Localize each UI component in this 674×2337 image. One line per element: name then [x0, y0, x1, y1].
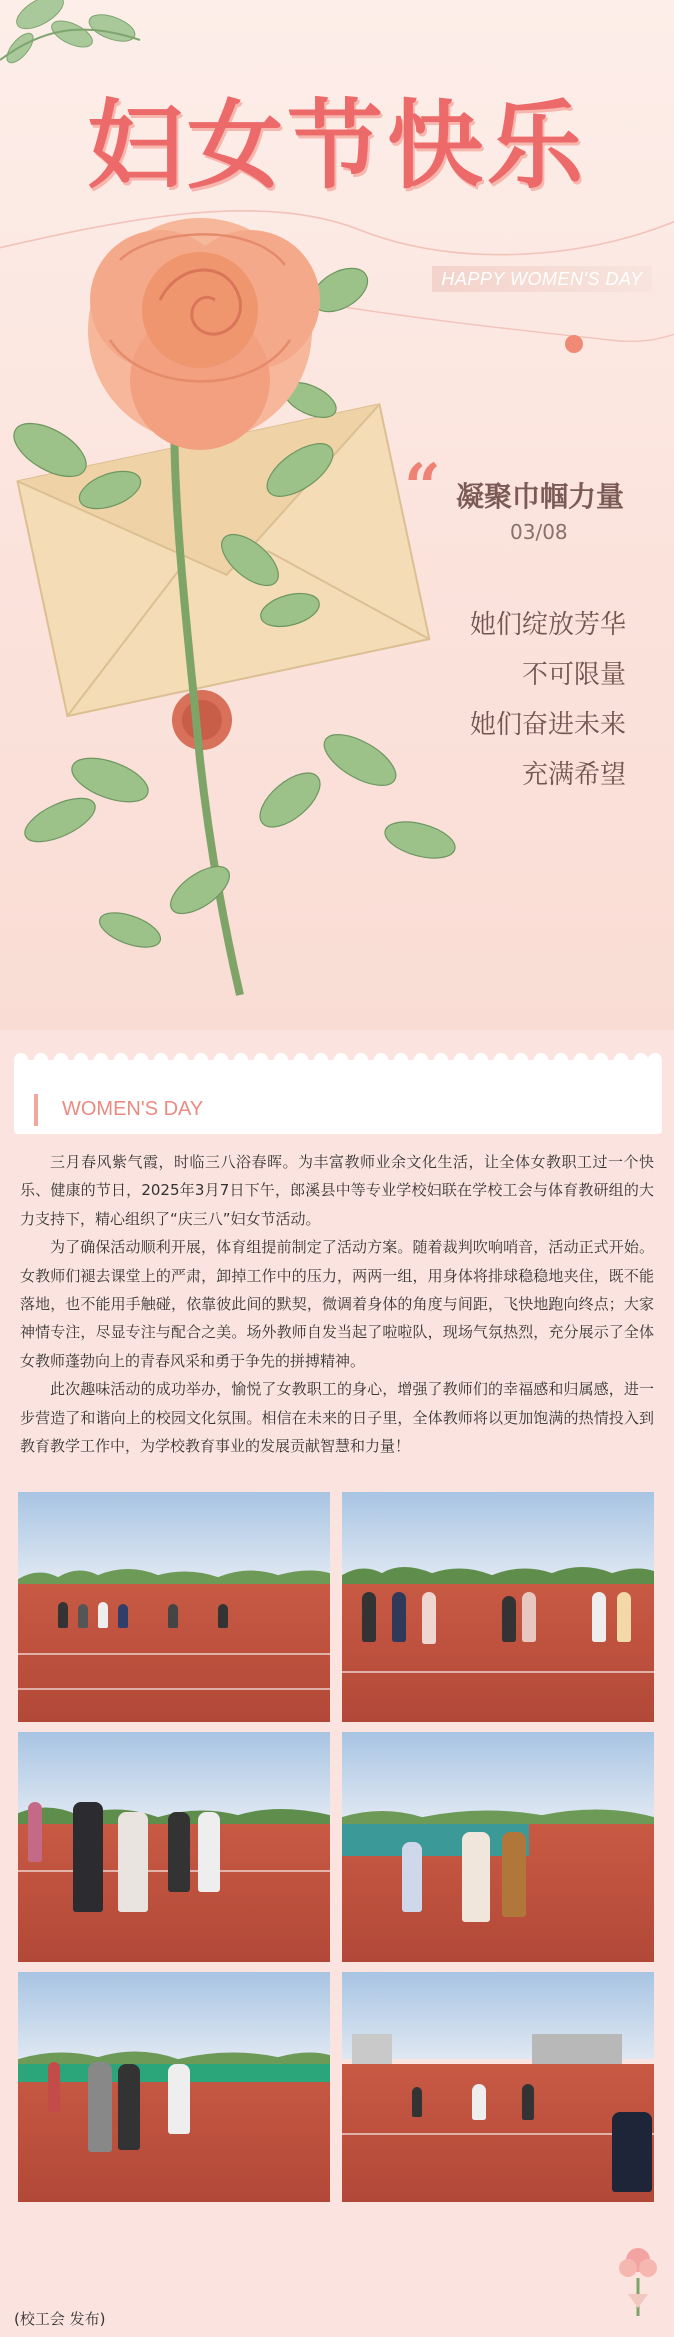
activity-photo: [342, 1972, 654, 2202]
slogan: 凝聚巾帼力量: [456, 480, 625, 513]
building: [352, 2034, 392, 2064]
hero-section: [0, 0, 674, 1030]
scallop-edge: [14, 1053, 662, 1067]
banner-accent-bar: [34, 1094, 38, 1126]
poem: [470, 600, 626, 800]
activity-photo: [342, 1732, 654, 1962]
poem-line: 她们奋进未来: [469, 710, 626, 740]
publisher-note: (校工会 发布): [14, 2310, 106, 2328]
english-subtitle: HAPPY WOMEN'S DAY: [432, 266, 652, 292]
section-banner: [14, 1060, 662, 1134]
bouquet-icon: [618, 2238, 658, 2316]
paragraph: 此次趣味活动的成功举办，愉悦了女教职工的身心，增强了教师们的幸福感和归属感，进一步营造了和谐向上的校园文化氛围。相信在未来的日子里，全体教师将以更加饱满的热情投入到教育教学工作中，为学校教育事业的发展贡献智慧和力量！: [20, 1380, 654, 1456]
banner-label: WOMEN'S DAY: [62, 1098, 204, 1120]
activity-photo: [342, 1492, 654, 1722]
paragraph: 三月春风紫气霞，时临三八浴春晖。为丰富教师业余文化生活，让全体女教职工过一个快乐、健康的节日，2025年3月7日下午，郎溪县中等专业学校妇联在学校工会与体育教研组的大力支持下，精心组织了“庆三八”妇女节活动。: [20, 1153, 654, 1228]
paragraph: 为了确保活动顺利开展，体育组提前制定了活动方案。随着裁判吹响哨音，活动正式开始。女教师们褪去课堂上的严肃，卸掉工作中的压力，两两一组，用身体将排球稳稳地夹住，既不能落地，也不能用手触碰，依靠彼此间的默契，微调着身体的角度与间距，飞快地跑向终点；大家神情专注，尽显专注与配合之美。场外教师自发当起了啦啦队，现场气氛热烈，充分展示了全体女教师蓬勃向上的青春风采和勇于争先的拼搏精神。: [20, 1238, 654, 1370]
building: [532, 2034, 622, 2064]
date-label: 03/08: [510, 520, 568, 544]
quote-icon: “: [404, 450, 441, 525]
article-body: [20, 1148, 654, 1460]
main-title: 妇女节快乐: [87, 89, 587, 202]
activity-photo: [18, 1732, 330, 1962]
poem-line: 她们绽放芳华: [469, 610, 626, 640]
activity-photo: [18, 1972, 330, 2202]
activity-photo: [18, 1492, 330, 1722]
poem-line: 不可限量: [521, 660, 626, 690]
poem-line: 充满希望: [521, 760, 626, 790]
